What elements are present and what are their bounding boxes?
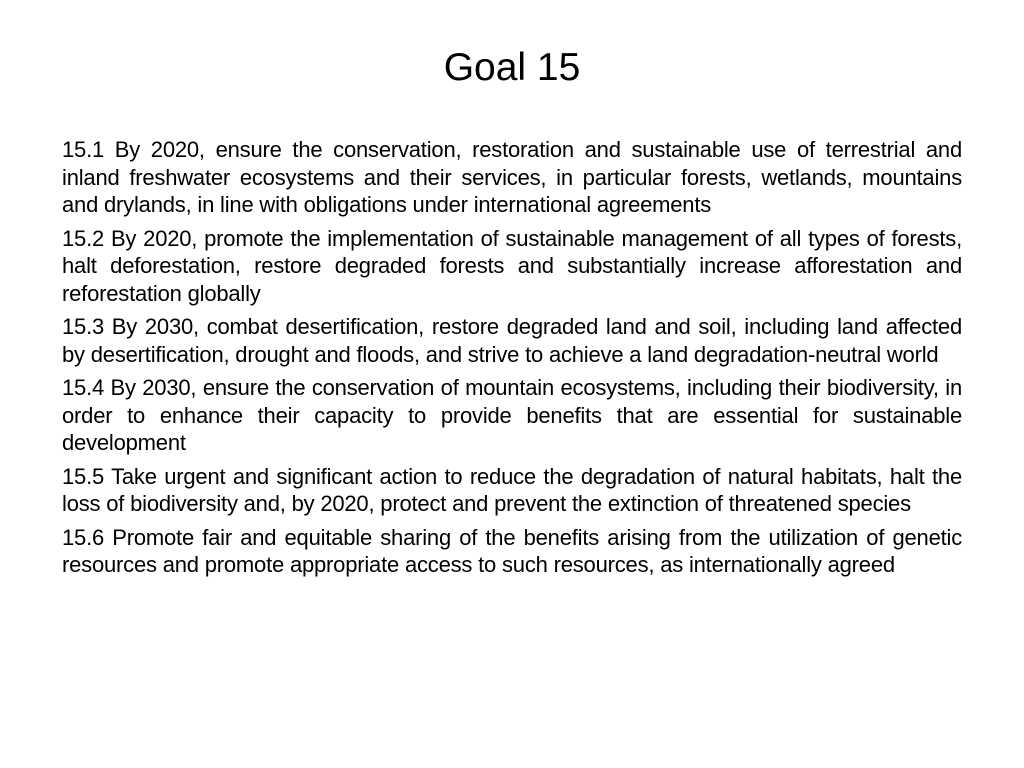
target-list [62,136,962,585]
slide-title: Goal 15 [443,46,581,89]
target-item-15-4: 15.4 By 2030, ensure the conservation of mountain ecosystems, including their biodiversity, in order to enhance their capacity to provide benefits that are essential for sustainable development [62,375,962,455]
target-item-15-6: 15.6 Promote fair and equitable sharing of the benefits arising from the utilization of genetic resources and promote appropriate access to such resources, as internationally agreed [62,524,962,577]
target-item-15-2: 15.2 By 2020, promote the implementation of sustainable management of all types of forests, halt deforestation, restore degraded forests and substantially increase afforestation and reforestation globally [62,225,962,306]
target-item-15-5: 15.5 Take urgent and significant action to reduce the degradation of natural habitats, halt the loss of biodiversity and, by 2020, protect and prevent the extinction of threatened species [62,463,962,516]
target-item-15-3: 15.3 By 2030, combat desertification, restore degraded land and soil, including land affected by desertification, drought and floods, and strive to achieve a land degradation-neutral world [62,314,962,367]
target-item-15-1: 15.1 By 2020, ensure the conservation, restoration and sustainable use of terrestrial and inland freshwater ecosystems and their services, in particular forests, wetlands, mountains and drylands, in line with obligations under international agreements [62,137,962,217]
